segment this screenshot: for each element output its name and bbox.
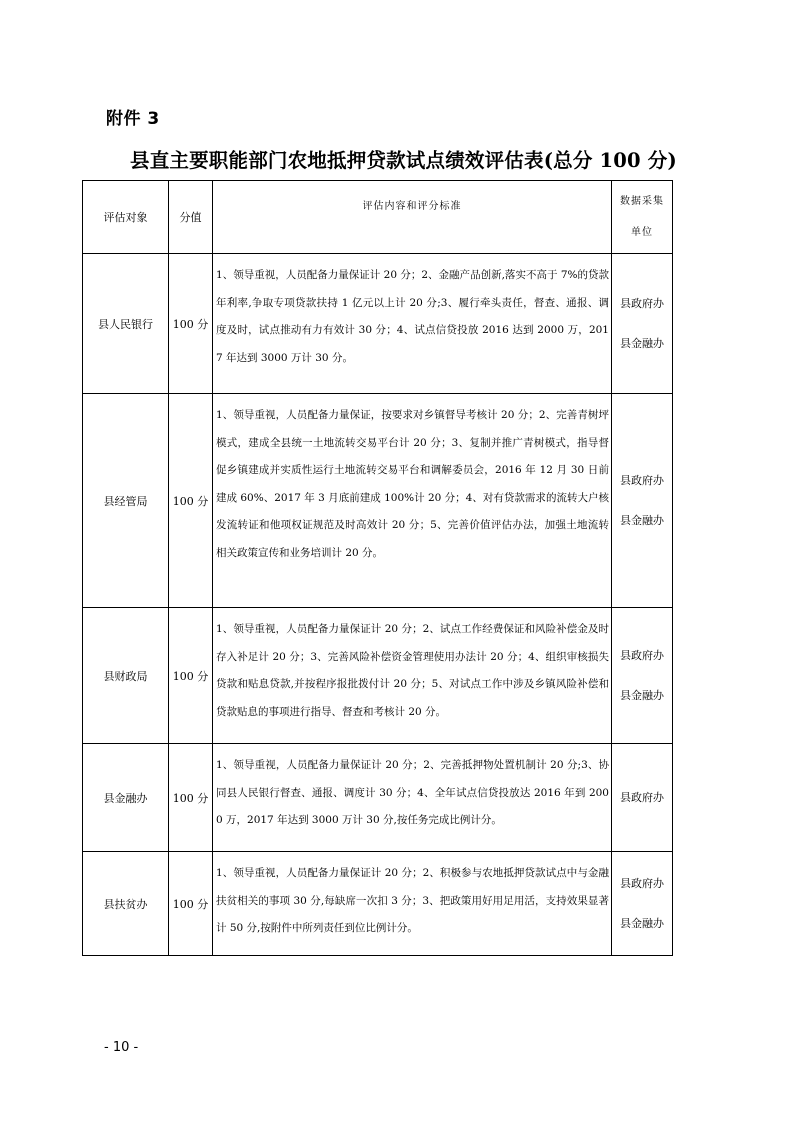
row-units — [612, 394, 673, 608]
row-score: 100 分 — [169, 254, 213, 394]
row-content: 1、领导重视，人员配备力量保证，按要求对乡镇督导考核计 20 分；2、完善青树坪模式，建成全县统一土地流转交易平台计 20 分；3、复制并推广青树模式，指导督促乡镇建成并实质性运行土地流转交易平台和调解委员会，2016 年 12 月 30 日前建成 60%、2017 年 3 月底前建成 100%计 20 分；4、对有贷款需求的流转大户核发流转证和他项权证规范及时高效计 20 分；5、完善价值评估办法，加强土地流转相关政策宣传和业务培训计 20 分。 — [213, 394, 612, 608]
table-header-row — [83, 181, 673, 254]
row-content: 1、领导重视，人员配备力量保证计 20 分；2、金融产品创新,落实不高于 7%的贷款年利率,争取专项贷款扶持 1 亿元以上计 20 分;3、履行牵头责任，督查、通报、调度及时，试点推动有力有效计 30 分；4、试点信贷投放 2016 达到 2000 万，2017 年达到 3000 万计 30 分。 — [213, 254, 612, 394]
header-unit — [612, 181, 673, 254]
row-content: 1、领导重视，人员配备力量保证计 20 分；2、积极参与农地抵押贷款试点中与金融扶贫相关的事项 30 分,每缺席一次扣 3 分；3、把政策用好用足用活，支持效果显著计 50 分,按附件中所列责任到位比例计分。 — [213, 852, 612, 956]
row-units — [612, 744, 673, 852]
table-row — [83, 254, 673, 394]
row-score: 100 分 — [169, 744, 213, 852]
row-unit: 县政府办 — [620, 296, 664, 310]
row-unit: 县政府办 — [620, 648, 664, 662]
row-unit: 县政府办 — [620, 876, 664, 890]
row-object: 县人民银行 — [83, 254, 169, 394]
header-score: 分值 — [169, 181, 213, 254]
row-score: 100 分 — [169, 394, 213, 608]
row-content: 1、领导重视，人员配备力量保证计 20 分；2、完善抵押物处置机制计 20 分;3、协同县人民银行督查、通报、调度计 30 分；4、全年试点信贷投放达 2016 年到 2000 万，2017 年达到 3000 万计 30 分,按任务完成比例计分。 — [213, 744, 612, 852]
row-unit: 县金融办 — [620, 916, 664, 930]
row-units — [612, 254, 673, 394]
header-unit-line1: 数据采集 — [620, 196, 664, 207]
evaluation-table — [82, 180, 673, 956]
table-row — [83, 608, 673, 744]
document-title: 县直主要职能部门农地抵押贷款试点绩效评估表(总分 100 分) — [130, 149, 677, 172]
row-units — [612, 608, 673, 744]
row-object: 县财政局 — [83, 608, 169, 744]
row-units — [612, 852, 673, 956]
annex-label: 附件 3 — [106, 109, 160, 129]
row-object: 县金融办 — [83, 744, 169, 852]
row-unit: 县金融办 — [620, 513, 664, 527]
row-unit: 县金融办 — [620, 688, 664, 702]
table-row — [83, 394, 673, 608]
row-unit: 县政府办 — [620, 473, 664, 487]
header-content: 评估内容和评分标准 — [213, 181, 612, 254]
page-number: - 10 - — [104, 1040, 139, 1055]
row-content: 1、领导重视，人员配备力量保证计 20 分；2、试点工作经费保证和风险补偿金及时存入补足计 20 分；3、完善风险补偿资金管理使用办法计 20 分；4、组织审核损失贷款和贴息贷款,并按程序报批拨付计 20 分；5、对试点工作中涉及乡镇风险补偿和贷款贴息的事项进行指导、督查和考核计 20 分。 — [213, 608, 612, 744]
header-unit-line2: 单位 — [631, 227, 653, 238]
header-object: 评估对象 — [83, 181, 169, 254]
row-unit: 县政府办 — [620, 790, 664, 804]
row-score: 100 分 — [169, 852, 213, 956]
row-object: 县扶贫办 — [83, 852, 169, 956]
table-row — [83, 852, 673, 956]
table-row — [83, 744, 673, 852]
row-unit: 县金融办 — [620, 336, 664, 350]
row-object: 县经管局 — [83, 394, 169, 608]
row-score: 100 分 — [169, 608, 213, 744]
